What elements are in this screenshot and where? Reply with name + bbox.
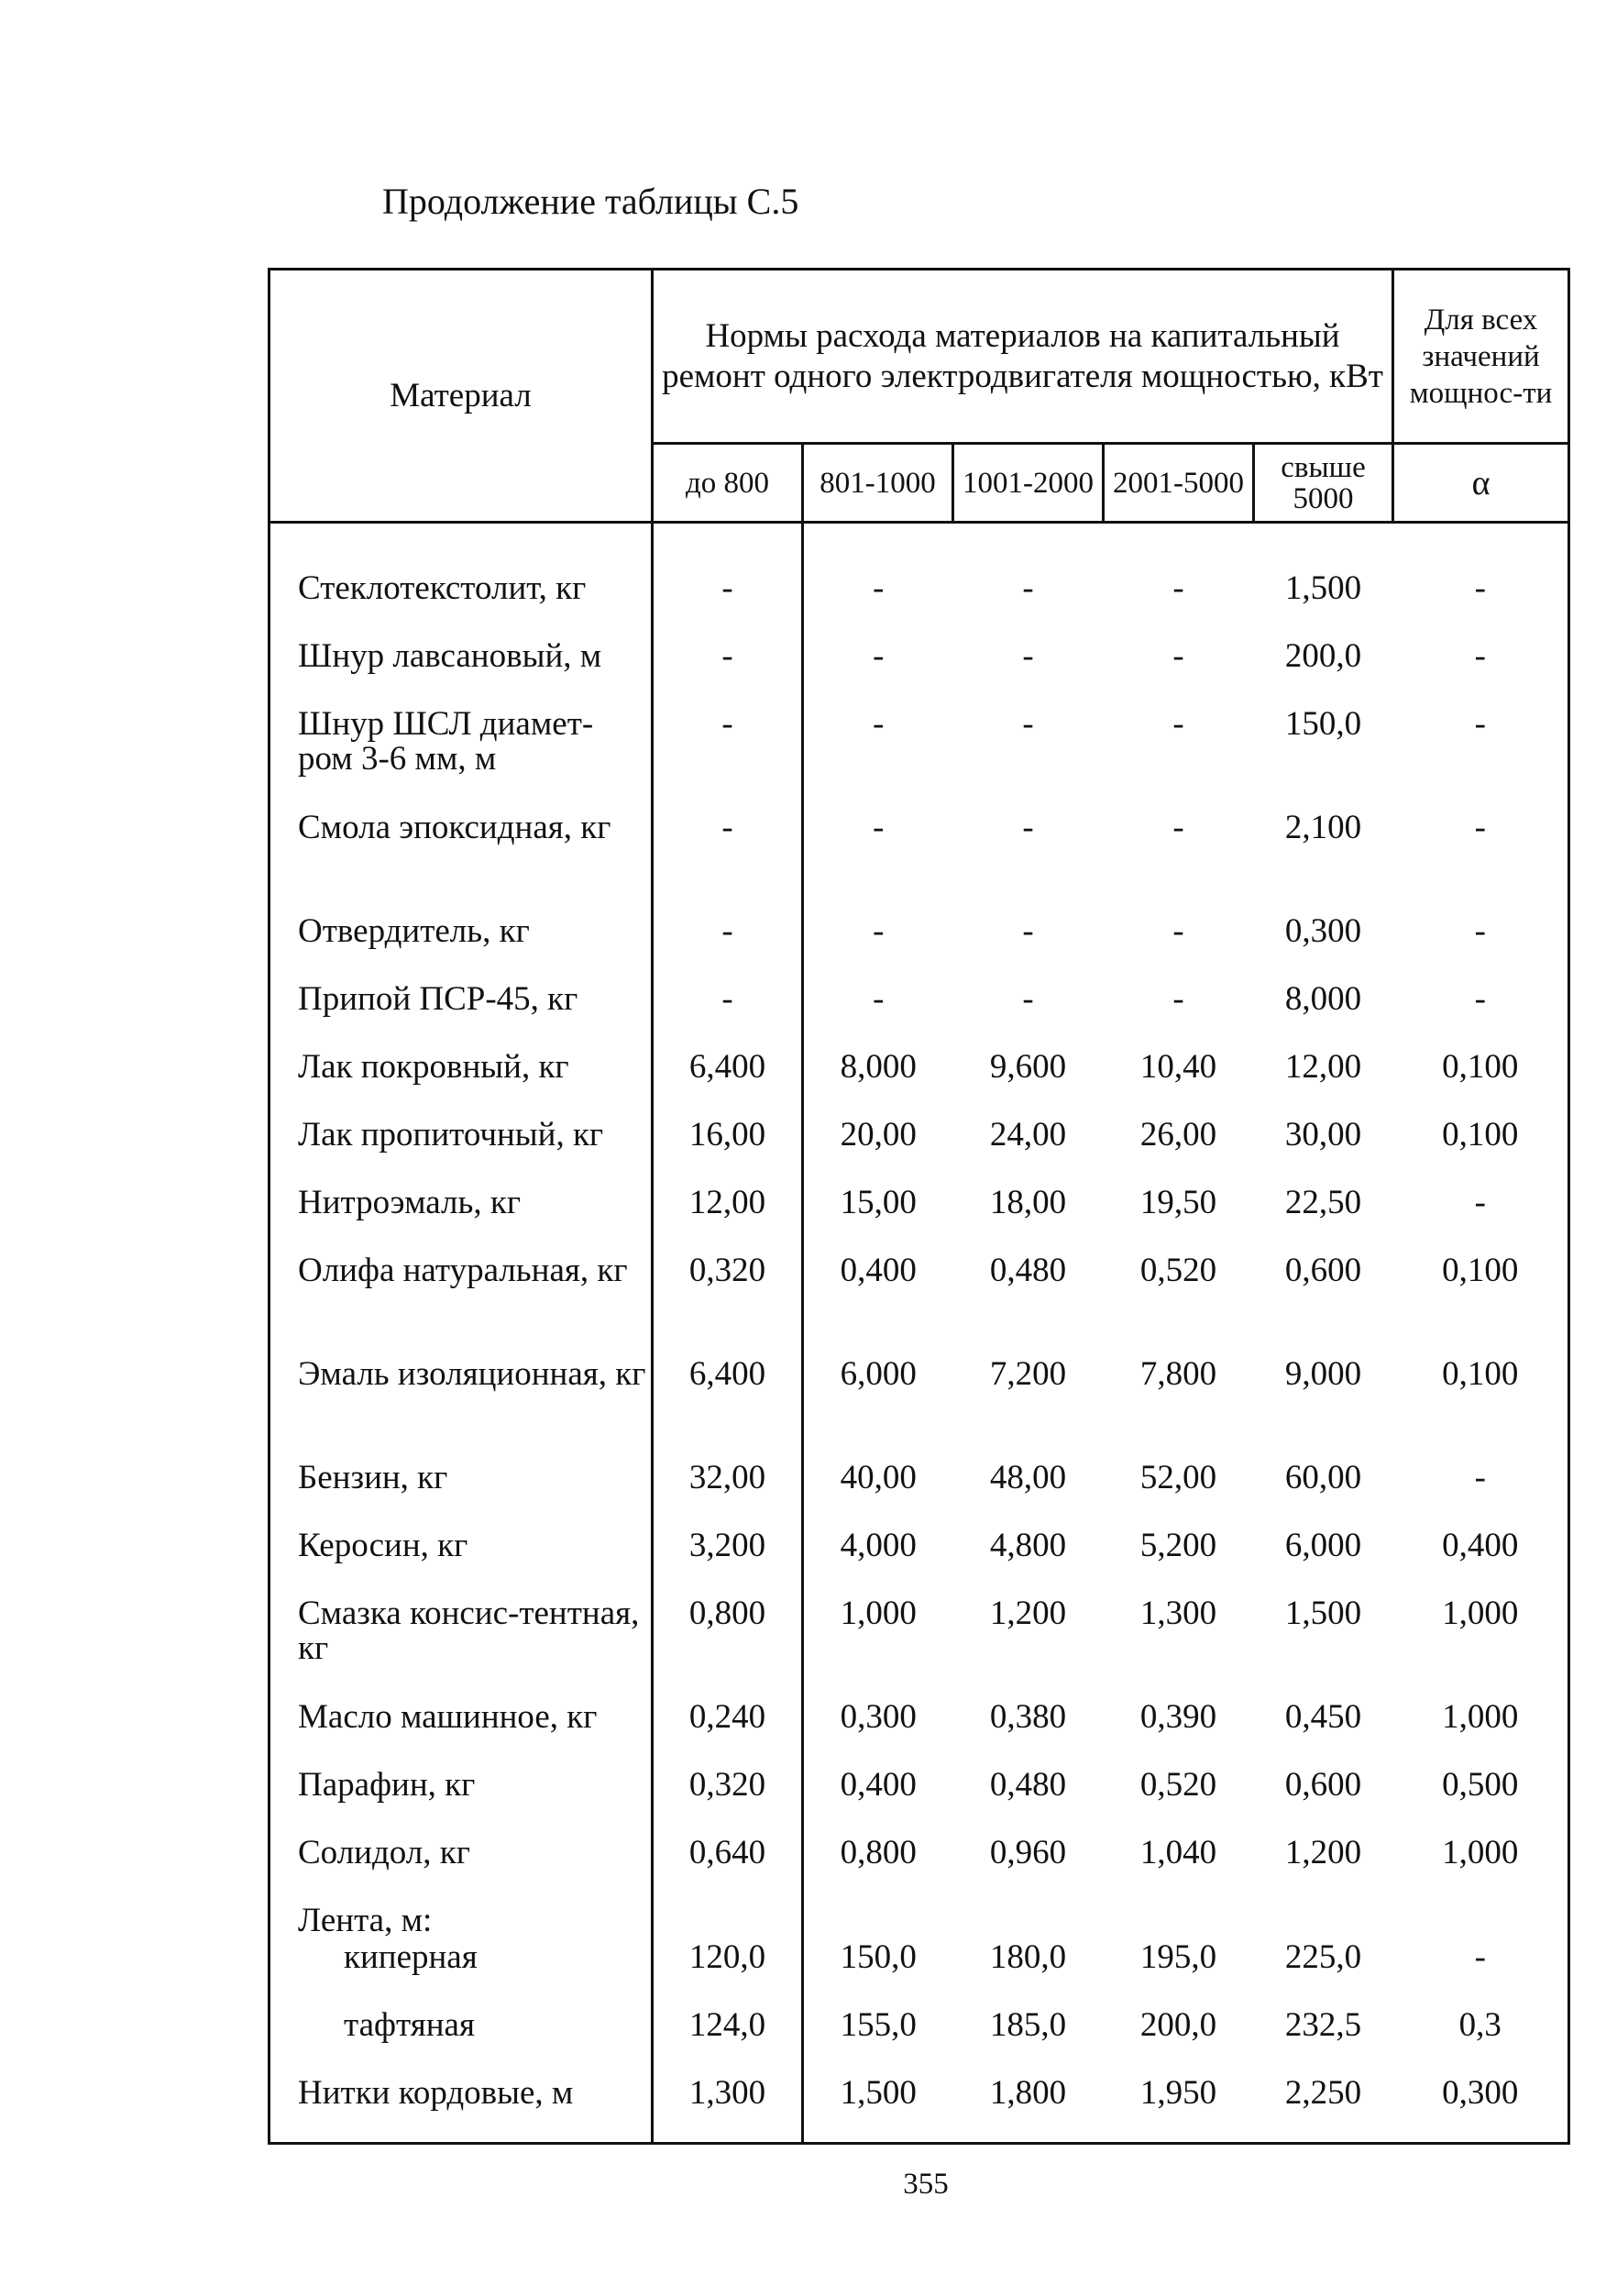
table-row [270, 1529, 1569, 1596]
norm-value: 15,00 [840, 1184, 917, 1221]
norm-value: - [873, 637, 885, 675]
norm-value: 0,600 [1284, 1766, 1362, 1804]
alpha-value: - [1393, 1461, 1569, 1529]
norm-value: 150,0 [840, 1938, 917, 1976]
material-name: Олифа натуральная, кг [270, 1253, 653, 1357]
norm-value: 0,480 [989, 1766, 1067, 1804]
table-row [270, 1357, 1569, 1461]
material-name: Шнур лавсановый, м [270, 639, 653, 707]
table-row [270, 1904, 1569, 1940]
norm-value: 0,600 [1284, 1252, 1362, 1289]
table-row [270, 1768, 1569, 1836]
norm-value: - [873, 705, 885, 743]
norm-value: 1,500 [1284, 569, 1362, 607]
norm-value: 1,800 [953, 2076, 1104, 2144]
material-name: Бензин, кг [270, 1461, 653, 1529]
norm-value: - [1172, 809, 1184, 846]
material-name: Лак покровный, кг [270, 1050, 653, 1118]
norm-value: 8,000 [1284, 980, 1362, 1018]
norm-value: - [873, 809, 885, 846]
norm-value: - [653, 914, 803, 982]
norm-value: - [873, 569, 885, 607]
norm-value: 6,000 [1284, 1527, 1362, 1564]
norm-value: 4,000 [840, 1527, 917, 1564]
norm-value: 48,00 [989, 1459, 1067, 1496]
norm-value: 12,00 [1284, 1048, 1362, 1086]
materials-norms-table [268, 268, 1570, 2145]
alpha-value: 0,100 [1393, 1253, 1569, 1357]
norm-value: 0,800 [840, 1834, 917, 1871]
table-row [270, 2008, 1569, 2076]
alpha-value: - [1393, 523, 1569, 640]
norm-value: 22,50 [1284, 1184, 1362, 1221]
table-row [270, 982, 1569, 1050]
norm-value: 5,200 [1139, 1527, 1217, 1564]
norm-value: 200,0 [1139, 2006, 1217, 2044]
material-name: Масло машинное, кг [270, 1700, 653, 1768]
norm-value: 19,50 [1139, 1184, 1217, 1221]
alpha-value: 0,400 [1393, 1529, 1569, 1596]
norm-value: 32,00 [653, 1461, 803, 1529]
norm-value: 0,640 [653, 1836, 803, 1904]
norm-value: - [1022, 637, 1034, 675]
header-power-range: до 800 [653, 444, 803, 523]
table-caption: Продолжение таблицы С.5 [382, 181, 799, 222]
norm-value: 4,800 [989, 1527, 1067, 1564]
alpha-value: - [1393, 707, 1569, 811]
table-row [270, 2076, 1569, 2144]
alpha-value: - [1393, 982, 1569, 1050]
norm-value: 26,00 [1139, 1116, 1217, 1154]
norm-value: 0,400 [840, 1252, 917, 1289]
table-row [270, 707, 1569, 811]
material-name: Шнур ШСЛ диамет-ром 3-6 мм, м [270, 707, 653, 811]
norm-value: 0,300 [1284, 912, 1362, 950]
alpha-value: - [1393, 914, 1569, 982]
alpha-value: 0,300 [1393, 2076, 1569, 2144]
norm-value: 0,300 [840, 1698, 917, 1736]
table-row [270, 1461, 1569, 1529]
norm-value: - [653, 707, 803, 811]
table-row [270, 1700, 1569, 1768]
norm-value: 7,800 [1139, 1355, 1217, 1393]
alpha-value: 0,100 [1393, 1357, 1569, 1461]
header-material: Материал [270, 270, 653, 523]
norm-value: 150,0 [1284, 705, 1362, 743]
norm-value: - [1172, 705, 1184, 743]
norm-value: 0,520 [1139, 1766, 1217, 1804]
norm-value: 0,380 [989, 1698, 1067, 1736]
norm-value: - [1022, 569, 1034, 607]
norm-value: - [873, 980, 885, 1018]
alpha-value: 0,100 [1393, 1118, 1569, 1186]
norm-value: 6,000 [840, 1355, 917, 1393]
alpha-value: 0,500 [1393, 1768, 1569, 1836]
material-name: тафтяная [270, 2008, 653, 2076]
norm-value: 60,00 [1284, 1459, 1362, 1496]
alpha-value: 1,000 [1393, 1836, 1569, 1904]
norm-value: - [1172, 569, 1184, 607]
table-row [270, 1118, 1569, 1186]
norm-value: 180,0 [989, 1938, 1067, 1976]
norm-value: 0,320 [653, 1768, 803, 1836]
norm-value: - [653, 639, 803, 707]
material-name: Отвердитель, кг [270, 914, 653, 982]
norm-value: 1,500 [803, 2076, 953, 2144]
table-row [270, 1253, 1569, 1357]
norm-value: 1,950 [1104, 2076, 1254, 2144]
norm-value: - [653, 811, 803, 914]
material-name: Лак пропиточный, кг [270, 1118, 653, 1186]
norm-value: - [1172, 912, 1184, 950]
norm-value: 1,040 [1139, 1834, 1217, 1871]
norm-value: 0,320 [653, 1253, 803, 1357]
norm-value: 200,0 [1284, 637, 1362, 675]
alpha-value: 1,000 [1393, 1700, 1569, 1768]
alpha-value: - [1393, 1186, 1569, 1253]
norm-value: 185,0 [989, 2006, 1067, 2044]
norm-value: 0,960 [989, 1834, 1067, 1871]
norm-value: 12,00 [653, 1186, 803, 1253]
norm-value: 155,0 [840, 2006, 917, 2044]
norm-value: 0,480 [989, 1252, 1067, 1289]
material-name: Припой ПСР-45, кг [270, 982, 653, 1050]
norm-value: 8,000 [840, 1048, 917, 1086]
norm-value: - [653, 523, 803, 640]
norm-value: - [1022, 809, 1034, 846]
table-row [270, 1940, 1569, 2008]
material-name: Солидол, кг [270, 1836, 653, 1904]
norm-value: - [1022, 980, 1034, 1018]
norm-value: 9,000 [1284, 1355, 1362, 1393]
norm-value: 6,400 [653, 1357, 803, 1461]
norm-value: 30,00 [1284, 1116, 1362, 1154]
norm-value: 18,00 [989, 1184, 1067, 1221]
material-name: Нитки кордовые, м [270, 2076, 653, 2144]
norm-value: - [653, 982, 803, 1050]
alpha-value: - [1393, 1940, 1569, 2008]
norm-value: 1,200 [989, 1595, 1067, 1632]
norm-value: - [873, 912, 885, 950]
norm-value: 40,00 [840, 1459, 917, 1496]
norm-value: 120,0 [653, 1940, 803, 2008]
table-row [270, 914, 1569, 982]
norm-value: - [1172, 637, 1184, 675]
page-number: 355 [903, 2168, 949, 2201]
norm-value: 195,0 [1139, 1938, 1217, 1976]
norm-value: 10,40 [1139, 1048, 1217, 1086]
material-name: Парафин, кг [270, 1768, 653, 1836]
header-all-values: Для всех значений мощнос-ти [1393, 270, 1569, 444]
norm-value: 0,390 [1139, 1698, 1217, 1736]
norm-value: 1,300 [653, 2076, 803, 2144]
header-power-range: 2001-5000 [1104, 444, 1254, 523]
material-name: Эмаль изоляционная, кг [270, 1357, 653, 1461]
norm-value: 20,00 [840, 1116, 917, 1154]
material-name: Смазка консис-тентная, кг [270, 1596, 653, 1700]
norm-value: 1,300 [1139, 1595, 1217, 1632]
norm-value: 1,500 [1284, 1595, 1362, 1632]
material-group-label: Лента, м: [270, 1904, 653, 1940]
norm-value: 0,520 [1139, 1252, 1217, 1289]
norm-value: 232,5 [1284, 2006, 1362, 2044]
header-power-range: 1001-2000 [953, 444, 1104, 523]
norm-value: 24,00 [989, 1116, 1067, 1154]
table-row [270, 1836, 1569, 1904]
header-power-range: 801-1000 [803, 444, 953, 523]
header-power-range: свыше 5000 [1254, 444, 1393, 523]
norm-value: 124,0 [653, 2008, 803, 2076]
table-row [270, 1186, 1569, 1253]
alpha-value: - [1393, 811, 1569, 914]
norm-value: 6,400 [653, 1050, 803, 1118]
norm-value: 16,00 [653, 1118, 803, 1186]
norm-value: 52,00 [1139, 1459, 1217, 1496]
norm-value: - [1172, 980, 1184, 1018]
material-name: Смола эпоксидная, кг [270, 811, 653, 914]
table-row [270, 1050, 1569, 1118]
norm-value: 225,0 [1284, 1938, 1362, 1976]
alpha-value: 1,000 [1393, 1596, 1569, 1700]
norm-value: - [1022, 912, 1034, 950]
table-row [270, 523, 1569, 640]
norm-value: - [1022, 705, 1034, 743]
norm-value: 0,450 [1284, 1698, 1362, 1736]
table-row [270, 639, 1569, 707]
material-name: киперная [270, 1940, 653, 2008]
norm-value: 2,250 [1254, 2076, 1393, 2144]
alpha-value: - [1393, 639, 1569, 707]
norm-value: 0,400 [840, 1766, 917, 1804]
table-row [270, 1596, 1569, 1700]
header-alpha: α [1393, 444, 1569, 523]
norm-value: 9,600 [989, 1048, 1067, 1086]
material-name: Нитроэмаль, кг [270, 1186, 653, 1253]
material-name: Керосин, кг [270, 1529, 653, 1596]
table-row [270, 811, 1569, 914]
alpha-value: 0,3 [1393, 2008, 1569, 2076]
norm-value: 1,200 [1284, 1834, 1362, 1871]
norm-value: 0,800 [653, 1596, 803, 1700]
alpha-value: 0,100 [1393, 1050, 1569, 1118]
norm-value: 3,200 [653, 1529, 803, 1596]
material-name: Стеклотекстолит, кг [270, 523, 653, 640]
norm-value: 7,200 [989, 1355, 1067, 1393]
norm-value: 2,100 [1284, 809, 1362, 846]
norm-value: 1,000 [840, 1595, 917, 1632]
norm-value: 0,240 [653, 1700, 803, 1768]
header-norms: Нормы расхода материалов на капитальный ремонт одного электродвигателя мощностью, кВт [653, 270, 1393, 444]
